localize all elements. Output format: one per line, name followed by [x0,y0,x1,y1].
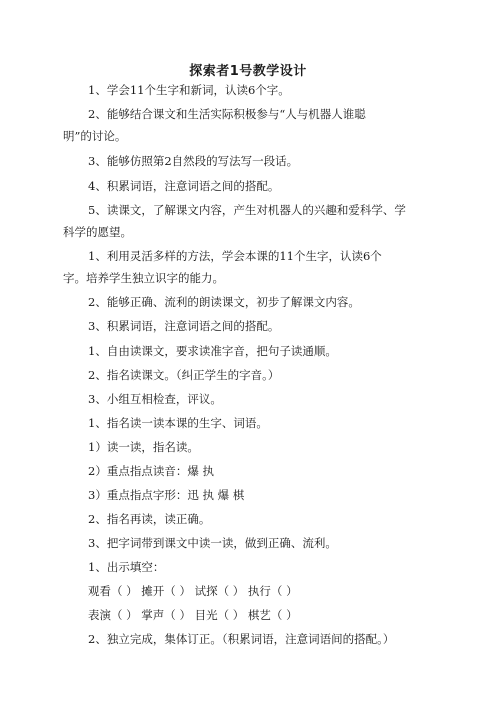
focus-line-1b: 字。培养学生独立识字的能力。 [63,271,224,285]
step-line-1: 1、自由读课文，要求读准字音，把句子读通顺。 [88,344,337,358]
objective-line-5: 5、读课文，了解课文内容，产生对机器人的兴趣和爱科学、学 [88,203,406,217]
step-line-3: 3、小组互相检查，评议。 [88,392,222,406]
fill-in-row-2: 表演（ ） 掌声（ ） 目光（ ） 棋艺（ ） [88,608,298,622]
word-sub-1: 1）读一读，指名读。 [88,440,199,454]
fill-in-row-1: 观看（ ） 摊开（ ） 试探（ ） 执行（ ） [88,584,298,598]
objective-line-1: 1、学会11个生字和新词，认读6个字。 [88,83,290,97]
word-line-1: 1、指名读一读本课的生字、词语。 [88,416,268,430]
word-line-3: 3、把字词带到课文中读一读，做到正确、流利。 [88,536,337,550]
word-sub-2: 2）重点指点读音：爆 执 [88,464,214,478]
fill-in-line-1: 1、出示填空： [88,560,165,574]
objective-line-2: 2、能够结合课文和生活实际积极参与“人与机器人谁聪 [88,107,366,121]
document-title: 探索者1号教学设计 [189,64,307,79]
objective-line-5b: 科学的愿望。 [63,225,132,239]
objective-line-3: 3、能够仿照第2自然段的写法写一段话。 [88,154,299,168]
objective-line-2b: 明”的讨论。 [63,129,127,143]
focus-line-1: 1、利用灵活多样的方法，学会本课的11个生字，认读6个 [88,249,382,263]
word-line-2: 2、指名再读，读正确。 [88,512,211,526]
fill-in-line-2: 2、独立完成，集体订正。（积累词语，注意词语间的搭配。） [88,632,395,646]
step-line-2: 2、指名读课文。（纠正学生的字音。） [88,368,280,382]
focus-line-2: 2、能够正确、流利的朗读课文，初步了解课文内容。 [88,295,360,309]
objective-line-4: 4、积累词语，注意词语之间的搭配。 [88,179,280,193]
focus-line-3: 3、积累词语，注意词语之间的搭配。 [88,319,280,333]
word-sub-3: 3）重点指点字形：迅 执 爆 棋 [88,488,245,502]
